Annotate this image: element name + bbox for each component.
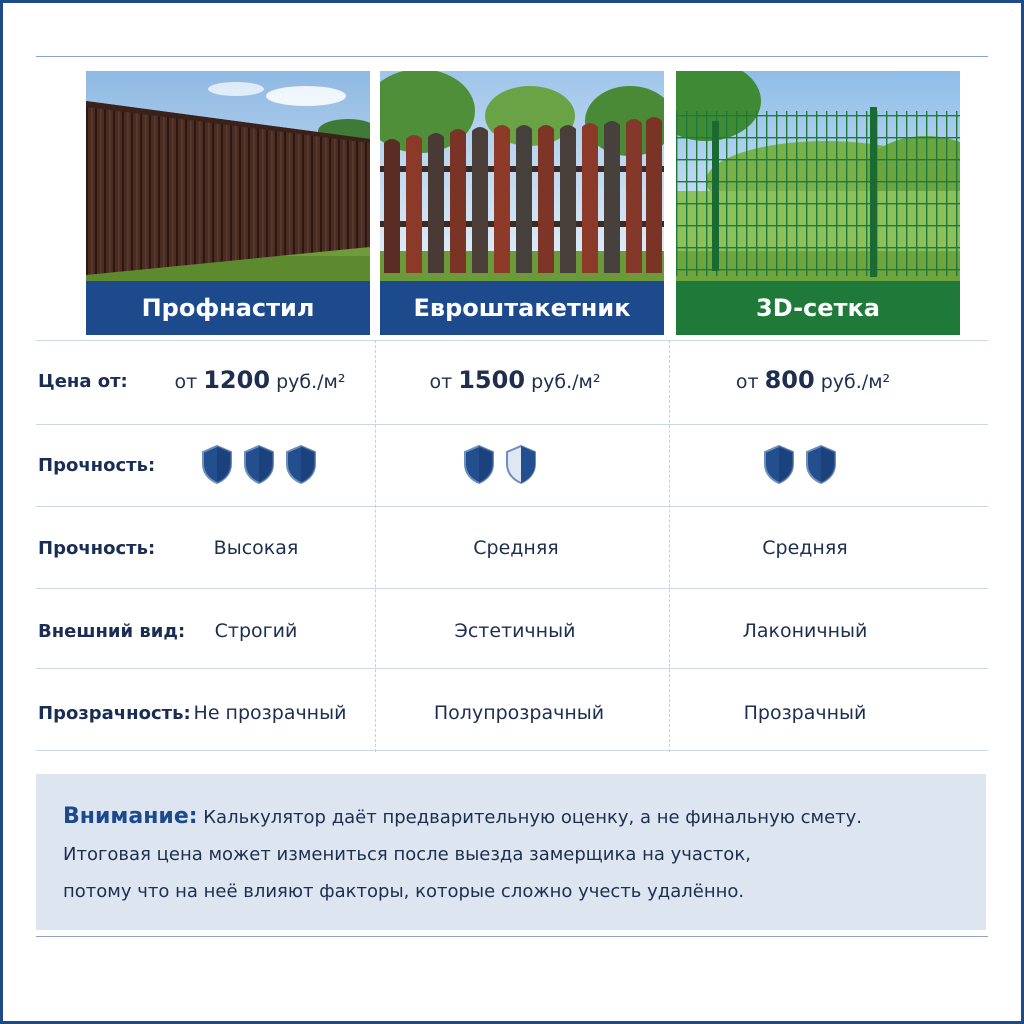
transparency-label: Прозрачность:: [38, 703, 191, 724]
row-divider: [36, 668, 988, 669]
half-shield-icon: [504, 444, 538, 484]
card-title-3d-mesh: 3D-сетка: [676, 281, 960, 335]
shield-icon: [200, 444, 234, 484]
appearance-value-profnastil: Строгий: [214, 620, 298, 642]
strength-text-label: Прочность:: [38, 538, 156, 559]
note-line-1: Внимание: Калькулятор даёт предварительную оценку, а не финальную смету.: [63, 804, 863, 829]
row-divider: [36, 588, 988, 589]
column-divider: [375, 340, 376, 752]
strength-value-evroshtaketnik: Средняя: [473, 537, 559, 559]
strength-icons-label: Прочность:: [38, 455, 156, 476]
note-title: Внимание:: [63, 804, 198, 829]
price-value-evroshtaketnik: от 1500 руб./м²: [429, 366, 601, 394]
strength-value-profnastil: Высокая: [213, 537, 299, 559]
price-label: Цена от:: [38, 371, 128, 392]
top-divider: [36, 56, 988, 57]
transparency-value-evroshtaketnik: Полупрозрачный: [433, 702, 605, 724]
price-value-3d-mesh: от 800 руб./м²: [735, 366, 891, 394]
bottom-divider: [36, 936, 988, 937]
strength-rating-profnastil: [200, 444, 318, 484]
note-line-2: Итоговая цена может измениться после выезда замерщика на участок,: [63, 844, 751, 865]
row-divider: [36, 506, 988, 507]
transparency-value-3d-mesh: Прозрачный: [743, 702, 867, 724]
price-value-profnastil: от 1200 руб./м²: [174, 366, 346, 394]
column-divider: [669, 340, 670, 752]
appearance-value-3d-mesh: Лаконичный: [742, 620, 868, 642]
card-title-profnastil: Профнастил: [86, 281, 370, 335]
strength-value-3d-mesh: Средняя: [762, 537, 848, 559]
warning-note: [36, 774, 986, 930]
row-divider: [36, 750, 988, 751]
shield-icon: [462, 444, 496, 484]
shield-icon: [242, 444, 276, 484]
note-line-3: потому что на неё влияют факторы, которые сложно учесть удалённо.: [63, 881, 745, 902]
row-divider: [36, 340, 988, 341]
transparency-value-profnastil: Не прозрачный: [193, 702, 347, 724]
green-3d-mesh-fence-photo: [676, 71, 960, 281]
appearance-label: Внешний вид:: [38, 621, 186, 642]
appearance-value-evroshtaketnik: Эстетичный: [454, 620, 576, 642]
strength-rating-evroshtaketnik: [462, 444, 538, 484]
picket-fence-photo: [380, 71, 664, 281]
brown-metal-profile-fence-photo: [86, 71, 370, 281]
row-divider: [36, 424, 988, 425]
shield-icon: [762, 444, 796, 484]
shield-icon: [804, 444, 838, 484]
card-title-evroshtaketnik: Евроштакетник: [380, 281, 664, 335]
shield-icon: [284, 444, 318, 484]
strength-rating-3d-mesh: [762, 444, 838, 484]
